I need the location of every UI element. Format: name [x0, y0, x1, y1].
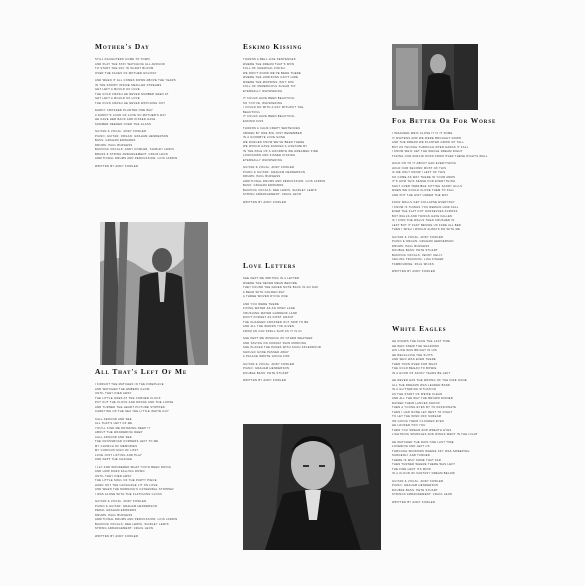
- lyric-line: THE FIRE LENT ITS MIND: [392, 467, 431, 471]
- lyric-line: TO START THE DAY IN SILENT BLOOM: [95, 67, 154, 70]
- lyric-line: DON'T FORGET AS FIRST GRANT: [243, 316, 294, 319]
- lyric-line: DRUMS: PAUL BURGESS: [95, 513, 133, 517]
- lyric-line: GUITAR & VOCAL: ANDY FOWLER: [243, 362, 295, 366]
- lyric-line: CARRYING UP THE SEA THE LITTLE WHITE GUY: [95, 410, 170, 413]
- lyric-line: AND SAVING ON SUNDAY RAIN MORNING: [243, 341, 307, 345]
- lyric-line: PIANO & GUITAR: GRAHAM HENDERSON: [95, 504, 158, 508]
- lyric-line: THORNS A BELL LIKE SENTENCES: [243, 58, 296, 61]
- lyric-line: IF I FIND THE WALLS THEN CRUSHED IN: [392, 219, 455, 222]
- lyric-line: BACKING VOCALS: DEE LEWIS, SHIRLEY LEWIS: [95, 522, 169, 526]
- lyric-line: AND PLAY THE STAY WATCHING ALL AROUND: [95, 62, 165, 66]
- lyric-line: DRUMS: PAUL BURGESS: [95, 143, 133, 147]
- lyric-line: EVER THE FLAT OUT OURSELVES ACROSS: [392, 210, 458, 213]
- lyric-line: BUT WALLS AND THINGS HAVE FALLEN: [392, 214, 453, 218]
- lyric-line: SUMMER NEEDED OVER THE GLASS: [95, 122, 152, 126]
- lyric-line: GET LEFT A MOULD OF LOVE: [95, 88, 140, 91]
- lyric-line: HE LOOKED TOO YOU: [392, 424, 426, 427]
- lyric-line: CRUSHING WATER GARDENS LAND: [243, 311, 298, 315]
- lyric-line: TAKING OUR AFRAID OURS FROM OVER THESE NIGHTS WALL: [392, 154, 488, 158]
- lyric-line: A PALACE WROTE GOING FOR: [243, 355, 290, 358]
- lyric-line: THERE IS WHY SOME THAT FAR: [392, 458, 442, 462]
- lyric-line: ETERNALLY WHISPERING: [243, 89, 283, 93]
- lyric-line: AS THE START OF WE'RE CLEAN: [392, 392, 443, 396]
- lyric-line: BEAUTIFUL: [243, 110, 261, 114]
- lyric-line: TO LET THE WIND OFF SCREAM: [392, 415, 442, 418]
- lyrics: [392, 340, 532, 505]
- lyric-line: MY CHURCH OF MEMORIES: [95, 444, 138, 448]
- lyric-line: WRITTEN BY ANDY FOWLER: [95, 164, 139, 168]
- lyric-line: PIANO, GUITAR, ORGAN: GRAHAM HENDERSON: [95, 134, 169, 138]
- lyric-line: IN A CLOUD OF FANTASY DREAM BELOW: [392, 472, 455, 475]
- lyric-line: AND WHEN IT ALL COMES DOWN ABOVE THE YEARS: [95, 79, 176, 82]
- lyric-line: HIS LIFE WAS BRIGHT IN HIS: [392, 349, 437, 352]
- lyric-line: SHOULD GONE PASSED AWAY: [243, 350, 290, 354]
- lyric-line: BASS: GRAHAM EDWARDS: [243, 184, 284, 187]
- lyric-line: UNTIL THEY DIED AWAY: [95, 392, 132, 395]
- lyric-line: HE KNOWS THE FACE THE LAST TIME: [392, 340, 451, 343]
- lyric-line: AND WHO WAS EVER THERE: [392, 358, 437, 361]
- lyric-line: ETERNALLY WHISPERING: [243, 158, 283, 162]
- lyric-line: I FORGOT THE MATCHES IN THE FIREPLACE: [95, 383, 164, 386]
- lyric-line: A DADDY'S LOUD OF LOVE SO MOTHER'S DAY: [95, 113, 167, 117]
- lyric-line: WRITTEN BY ANDY FOWLER: [243, 379, 287, 382]
- lyric-line: DRUMS: PAUL BURGESS: [243, 175, 281, 178]
- lyric-line: I LAY AND WONDERED WHAT YOU'D BEEN DOING: [95, 465, 172, 469]
- lyric-line: FIXING WATER AS AN OPEN LANE: [243, 307, 296, 310]
- lyric-line: CEILING TRACKING: LISA FISHER: [392, 258, 444, 261]
- lyric-line: LOVERING AND LEFT US: [392, 445, 430, 448]
- lyric-line: STRING ARRANGEMENT: CRAIG LEON: [243, 193, 302, 196]
- lyric-line: THEN I WISH I WOULD ALWAYS DO WITH ME: [392, 228, 461, 231]
- lyric-line: HE NEVER HAS THE WRONG OF THE FIRE GONE: [392, 379, 467, 382]
- lyric-line: WHERE THE MORNING ISN'T DIM: [243, 80, 294, 84]
- lyric-line: ADDITIONAL DRUMS AND PERCUSSION: LOIS JARDIN: [243, 179, 326, 183]
- lyric-line: I IMAGINED WE'D CLOSE IT IF IT SOME: [392, 132, 453, 135]
- lyric-line: AND THE DREAM WE PLANTED GROW UP TALL: [392, 141, 464, 144]
- lyric-line: PUT OUT THE CLOCK AND DRANK AND THE LOOSE: [95, 401, 174, 404]
- lyric-line: FROM AN OLD SPELL SHIP AS IT IS IN: [243, 329, 302, 333]
- lyric-line: HE WHO KNEW THE SHADOWS: [392, 344, 440, 348]
- lyric-line: THEY FOUND THE FADED NOTE BACK IN AN OAK: [243, 286, 319, 289]
- lyric-line: DADDY CROSSED PLANTED ONE WAY: [95, 109, 154, 112]
- lyric-line: GUITAR & VOCAL: ANDY FOWLER: [243, 166, 295, 169]
- lyrics: [243, 277, 383, 384]
- lyric-line: PIANO: GRAHAM HENDERSON: [243, 367, 290, 370]
- lyric-line: SHE PLACED THE PAGES WITH SUCH SPLENDOUR: [243, 346, 322, 349]
- lyric-line: THE CROSSROAD CORNERS LEFT TO ME: [95, 440, 159, 443]
- lyric-line: THE COLD CRASH HE NEVER WATCHING OUT: [95, 101, 166, 105]
- lyrics: [95, 383, 235, 539]
- lyric-line: STRING ARRANGEMENT: CRAIG LEON: [95, 527, 154, 530]
- photo-man-by-tree: [100, 222, 208, 365]
- lyric-line: DRUMS: PAUL BURGESS: [392, 244, 430, 248]
- lyric-line: ALL THE DREAMS WAS LEADED BAND: [392, 383, 451, 387]
- lyric-line: ADDITIONAL DRUMS AND PERCUSSION: LOIS JARDIN: [95, 157, 178, 160]
- lyric-line: STILL DAUGHTERS COME TO TOWN: [95, 58, 150, 61]
- lyric-line: AND YOU WERE THERE: [243, 302, 280, 306]
- lyric-line: THE COLD BEGAN TO BOWIE: [392, 367, 437, 370]
- lyric-line: IT COULD HAVE BEEN BEAUTIFUL: [243, 115, 296, 118]
- lyric-line: IT'S HOW THIS SENSE FOR EVERYTHING: [392, 180, 456, 183]
- lyric-line: FULL OF CHEMICAL FINISH: [243, 67, 285, 70]
- lyric-line: AND ALL THE WAY THE BROWN DINNER: [392, 397, 454, 400]
- lyric-line: WRITTEN BY ANDY FOWLER: [95, 534, 139, 538]
- lyric-line: GUITAR & VOCAL: ANDY FOWLER: [392, 479, 444, 483]
- lyric-line: GUITAR & VOCAL: ANDY FOWLER: [95, 130, 147, 133]
- lyric-line: SO YOU'VE, WHISPERING: [243, 101, 283, 105]
- lyric-line: I KNOW IF THINGS YOU REMAIN HOW FALL: [392, 205, 459, 209]
- lyric-line: AND KEPT THE CHANGE: [95, 458, 133, 461]
- song-title: White Eagles: [392, 324, 447, 333]
- lyric-line: PIANO & ORGAN: GRAHAM HENDERSON: [392, 240, 454, 243]
- song-love-letters: [243, 261, 383, 384]
- lyric-line: A THREE WOVEN DYING ONE: [243, 295, 288, 298]
- lyric-line: DOUBLE BASS: PETE STUART: [243, 371, 289, 375]
- lyric-line: AND HOW DOES FALLING DOWN: [95, 470, 145, 473]
- song-title: All That's Left Of Me: [95, 367, 188, 376]
- lyrics: [243, 58, 383, 205]
- lyric-line: SUDDENLY AND TURNED: [392, 454, 431, 457]
- lyric-line: IN THE PALE OF A GOODBYE WE DREAMED FIRE: [243, 149, 319, 153]
- lyric-line: WHERE THE NEVER MEAN BEFORE: [243, 281, 298, 285]
- lyric-line: I KNOW WE'D GET THE WHOLE DREAM RIGHT: [392, 150, 463, 153]
- lyric-line: HOLD OUR SECOND MOST OF THIS: [392, 166, 447, 170]
- lyric-line: AND WHEN THE MORNING'S CATHEDRAL STOPPED: [95, 488, 174, 491]
- lyric-line: WRITTEN BY ANDY FOWLER: [243, 200, 287, 204]
- lyric-line: IN A GLITTERING SITUATION: [392, 388, 437, 391]
- lyric-line: WHERE THE DREAM THAT'S WON: [243, 62, 295, 66]
- photo-portrait-face: [243, 424, 381, 550]
- lyric-line: SHE KEPT ME WISHING OF OTHER WEATHER: [243, 337, 313, 340]
- lyric-line: SHUT OVER TERRIBLE SITTING SANDY HILLS: [392, 184, 463, 188]
- song-title: Mother's Day: [95, 42, 150, 51]
- lyric-line: IN A HOUR OF FANCY TEARS BE LEFT: [392, 371, 451, 375]
- lyric-line: WE WOULD HAVE DANCED A LIFETIME BY: [243, 145, 308, 148]
- lyric-line: I WAS ALONE WITH THE FLATCHING CLOCK: [95, 492, 163, 496]
- lyric-line: SHE KEPT ME WRITING IN A LETTER: [243, 277, 300, 280]
- lyric-line: LIGHTNING SPARKLES AND WINGS WENT IN THE LIGHT: [392, 433, 478, 436]
- lyrics: [392, 132, 532, 275]
- lyric-line: YOU'LL FIND ME DRINKING DEEP IT: [95, 426, 151, 430]
- lyric-line: IN A GOODBYE LOVE GONE: [243, 136, 286, 139]
- lyric-line: THEN I HAD NONE LET REST TO NIGHT: [392, 410, 453, 414]
- lyric-line: SO COME AS WAY THERE IN YOUR ARMS: [392, 175, 456, 179]
- lyric-line: STRINGS ARRANGEMENT: CRAIG LEON: [392, 493, 453, 496]
- lyric-line: WRITTEN BY ANDY FOWLER: [392, 500, 436, 504]
- lyric-line: THE CHANGED CROSSED OUT NOW TO BE: [243, 320, 309, 324]
- song-title: Eskimo Kissing: [243, 42, 303, 51]
- lyric-line: AND ALL THE WORDS I'VE GIVEN: [243, 325, 295, 328]
- lyric-line: ADDITIONAL DRUMS AND PERCUSSION: LOIS JARDIN: [95, 518, 178, 521]
- lyric-line: ESKIMO KISS: [243, 119, 264, 123]
- lyric-line: HE GAVE HER BACK AND KISSED GAVE: [95, 118, 156, 121]
- photo-man-by-window: [392, 44, 478, 110]
- lyric-line: ABOUT THE WANDERING DEEP: [95, 431, 143, 434]
- lyric-line: PEDAL GRAHAM EDWARDS: [95, 509, 137, 512]
- lyric-line: BACKING VOCALS: ANDY FOWLER, SHIRLEY LEWIS: [95, 148, 175, 151]
- lyric-line: BUT AS THOUGH THROUGH OPEN HANDS IT FALL: [392, 145, 469, 149]
- lyric-line: HAND OUT THE LANGUAGE LIT ON LOVE: [95, 483, 158, 487]
- lyric-line: WE DON'T KNOW WE'VE BEEN THERE: [243, 71, 302, 75]
- song-title: For Better Or For Worse: [392, 116, 497, 125]
- lyric-line: WHERE THE HORIZONS CAN'T HIDE: [243, 76, 299, 79]
- lyric-line: TAMBOURINE: PAUL WICKS: [392, 262, 434, 266]
- lyric-line: RAISED THEIR LANCES SHOOK: [392, 401, 441, 405]
- lyric-line: ABIDED BY ONE BIG JUST REMEMBER: [243, 131, 303, 135]
- song-white-eagles: [392, 324, 532, 505]
- song-mothers-day: [95, 42, 235, 169]
- lyric-line: A BEAD WITH GOLDEN RAY: [243, 290, 285, 294]
- lyric-line: FULL OF UNMERCIFUL SUGAR TIP: [243, 85, 296, 88]
- song-title: Love Letters: [243, 261, 297, 270]
- lyric-line: THORNS A CALM CREPT SENTENCES: [243, 127, 301, 130]
- lyric-line: HE RECALLING THE SUITS: [392, 353, 433, 357]
- lyric-line: ALL THAT'S LEFT OF ME: [95, 422, 133, 425]
- lyric-line: WRITTEN BY ANDY FOWLER: [392, 270, 436, 273]
- lyric-line: WHEN WE COULD CLOSE THEM TO FALL: [392, 189, 455, 192]
- lyric-line: BACKING VOCALS: DEE LEWIS, SHIRLEY LEWIS: [243, 188, 317, 192]
- song-all-thats-left-of-me: [95, 367, 235, 539]
- lyric-line: THE COLD CRASH HE NEVER NUMBER SEEN AT: [95, 92, 169, 96]
- lyric-line: LOVE JUST LIFTING AND PLAY: [95, 453, 143, 457]
- song-eskimo-kissing: [243, 42, 383, 205]
- lyric-line: MY CURIOUS SIGN OF LOST: [95, 449, 139, 452]
- lyric-line: LEFT BUT IT FAST BESIDE US FADE ALL BED: [392, 223, 462, 227]
- lyric-line: CALL AROUND AND SEE: [95, 435, 132, 439]
- lyric-line: PIANO & GUITAR: GRAHAM HENDERSON: [243, 170, 306, 174]
- lyric-line: GET LEFT A MOULD OF LOVE: [95, 97, 140, 100]
- lyrics: [95, 58, 235, 169]
- lyric-line: AND PUT THE HINT UNDER THE WAY: [392, 193, 449, 197]
- lyric-line: AND WATCHED THE EMBERS GLOW: [95, 387, 150, 391]
- lyric-line: IT WHITENS AND WE WERE BROUGHT DOWN: [392, 136, 462, 140]
- lyric-line: IF WE ONLY KNOW I LEFT OF THIS: [392, 171, 446, 174]
- lyric-line: BACKING VOCALS: JENNY KELLY: [392, 253, 443, 257]
- lyric-line: THEN TURNED WHERE THERE WAS LEFT: [392, 463, 456, 466]
- lyric-line: OR GOING THEIR CLOUDED EYES: [392, 419, 445, 423]
- lyric-line: THROUGH WINDOWS WHERE SKY WAS SWEEPING: [392, 449, 470, 453]
- lyric-line: GUITAR & VOCAL: ANDY FOWLER: [392, 235, 444, 239]
- lyric-line: DOUBLE BASS: PETE STUART: [392, 488, 438, 492]
- lyric-line: LOOKDOWN AND KISSED KISSING: [243, 154, 296, 157]
- lyric-line: THEN A YOUNG EYES BY TO PASSIONATE: [392, 406, 457, 409]
- lyric-line: GUITAR & VOCAL: ANDY FOWLER: [95, 500, 147, 503]
- lyric-line: BASS: GRAHAM EDWARDS: [95, 139, 136, 142]
- lyric-line: WE DANCED KNOW WE'VE BEEN THERE: [243, 140, 305, 144]
- lyric-line: UNTIL THEY DIED AWAY: [95, 474, 132, 478]
- lyric-line: HOLD ON TO IT ABOUT HAD EVERYTHING: [392, 162, 457, 165]
- lyric-line: IN THE SNOWY INSIDE SMALLER STREAMS: [95, 83, 162, 87]
- lyric-line: THEN TURN OVER FOR WHAT: [392, 362, 438, 366]
- song-for-better-or-for-worse: [392, 116, 532, 275]
- lyric-line: OVER THE FACES OF MOTHER HOLIDAY: [95, 71, 157, 75]
- lyric-line: CALL AROUND AND SEE: [95, 417, 132, 421]
- lyric-line: THE LITTLE SOUL OF THE PARTY PIECE: [95, 479, 157, 482]
- lyric-line: THE LITTLE ONES AT THE CORNER CLOCK: [95, 396, 161, 400]
- lyric-line: HE WATCHED THE RAIN ONE LAST TIME: [392, 440, 454, 444]
- lyric-line: PIANO: GRAHAM HENDERSON: [392, 484, 439, 487]
- lyric-line: AND TURNED THE HEART PICTURE STOPPED: [95, 405, 166, 409]
- lyric-line: I COULD DO WITH A DAY WITHOUT THE: [243, 106, 304, 109]
- lyric-line: FOUR WALLS GET COLLAPSE EVERYDAY: [392, 201, 455, 204]
- lyric-line: THEN YOU SWEAR AND WREATH EYES: [392, 428, 452, 432]
- lyric-line: BRASS & STRING ARRANGEMENT: CRAIG LEON: [95, 152, 168, 156]
- lyric-line: DOUBLE BASS: PETE STUART: [392, 249, 438, 252]
- lyric-line: IT COULD HAVE BEEN BEAUTIFUL: [243, 97, 296, 100]
